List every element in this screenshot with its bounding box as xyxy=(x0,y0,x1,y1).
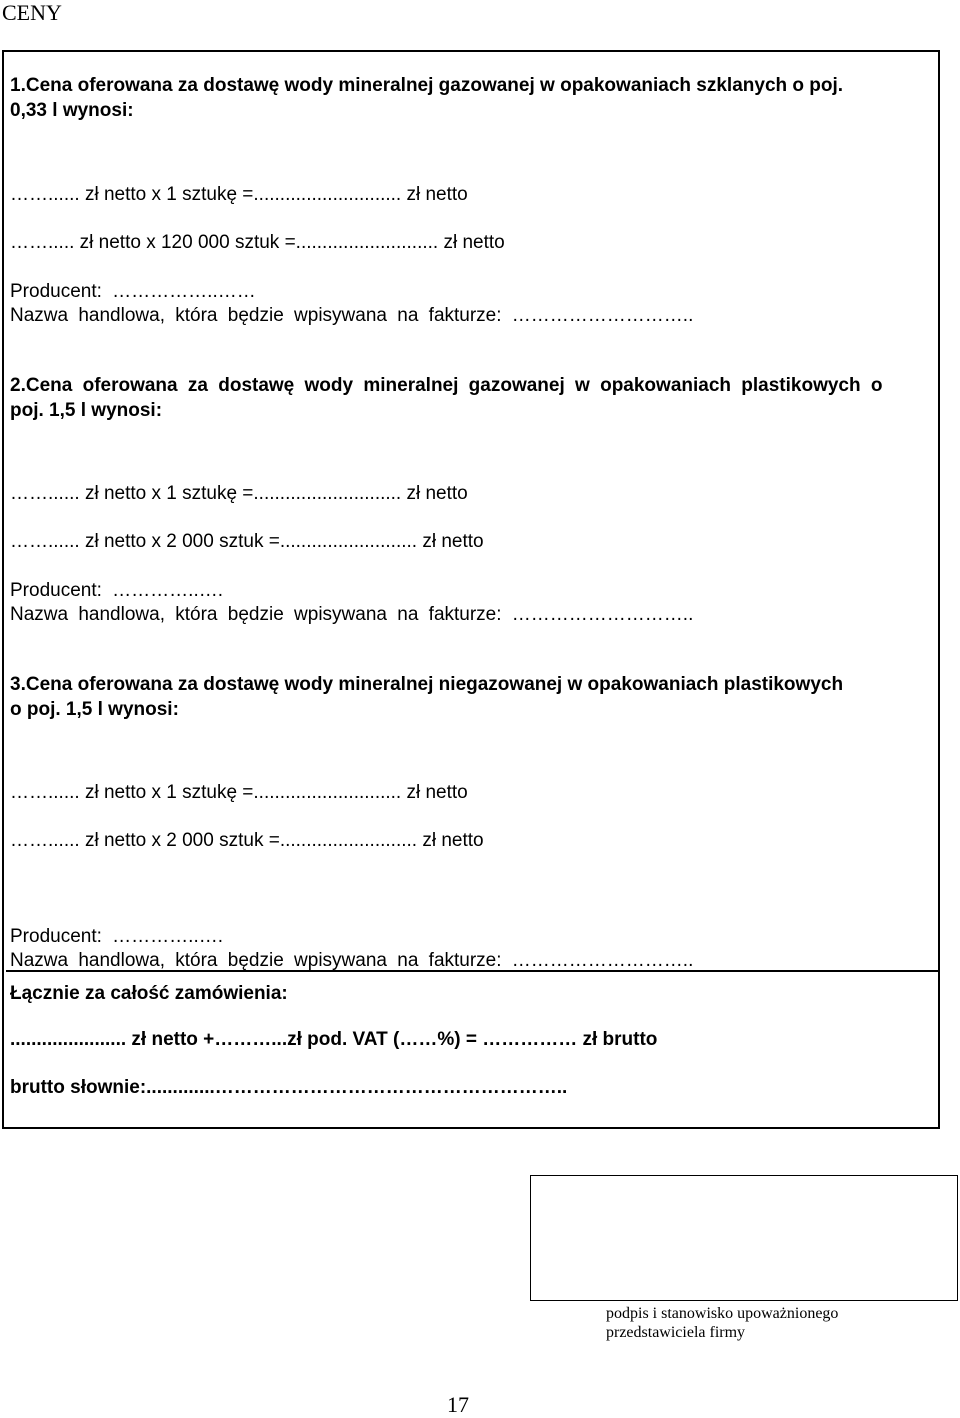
section-3-heading: 3.Cena oferowana za dostawę wody mineralnej niegazowanej w opakowaniach plastikowych xyxy=(10,674,844,695)
section-2-trade-name: Nazwa handlowa, która będzie wpisywana na fakturze: ……………………….. xyxy=(10,604,694,625)
section-1-heading: 1.Cena oferowana za dostawę wody mineralnej gazowanej w opakowaniach szklanych o poj. xyxy=(10,75,844,96)
section-3-unit-price: ……...... zł netto x 1 sztukę =............................ zł netto xyxy=(10,782,468,803)
section-1-heading-cont: 0,33 l wynosi: xyxy=(10,100,134,121)
signature-caption: podpis i stanowisko upoważnionego przedstawiciela firmy xyxy=(606,1305,839,1341)
section-3-total-price: ……...... zł netto x 2 000 sztuk =.......................... zł netto xyxy=(10,830,484,851)
section-1-unit-price: ……...... zł netto x 1 sztukę =............................ zł netto xyxy=(10,184,468,205)
section-3-trade-name: Nazwa handlowa, która będzie wpisywana na fakturze: ……………………….. xyxy=(10,950,694,971)
section-2-heading: 2.Cena oferowana za dostawę wody mineralnej gazowanej w opakowaniach plastikowych o xyxy=(10,375,883,396)
total-separator-line xyxy=(6,970,938,972)
section-1-total-price: ……..... zł netto x 120 000 sztuk =........................... zł netto xyxy=(10,232,505,253)
section-1-trade-name: Nazwa handlowa, która będzie wpisywana na fakturze: ……………………….. xyxy=(10,305,694,326)
total-in-words: brutto słownie:.............……………………………………………….. xyxy=(10,1077,568,1098)
section-2-unit-price: ……...... zł netto x 1 sztukę =............................ zł netto xyxy=(10,483,468,504)
section-2-heading-cont: poj. 1,5 l wynosi: xyxy=(10,400,163,421)
total-price-line: ...................... zł netto +………...zł pod. VAT (……%) = …………… zł brutto xyxy=(10,1029,658,1050)
section-2-producer: Producent: …………..…. xyxy=(10,580,224,601)
total-label: Łącznie za całość zamówienia: xyxy=(10,983,288,1004)
section-1-producer: Producent: ……………..…… xyxy=(10,281,256,302)
page-number: 17 xyxy=(447,1392,469,1417)
section-2-total-price: ……...... zł netto x 2 000 sztuk =.......................... zł netto xyxy=(10,531,484,552)
section-3-producer: Producent: …………..…. xyxy=(10,926,224,947)
page-title: CENY xyxy=(2,0,62,25)
section-3-heading-cont: o poj. 1,5 l wynosi: xyxy=(10,699,179,720)
signature-box xyxy=(530,1175,958,1301)
